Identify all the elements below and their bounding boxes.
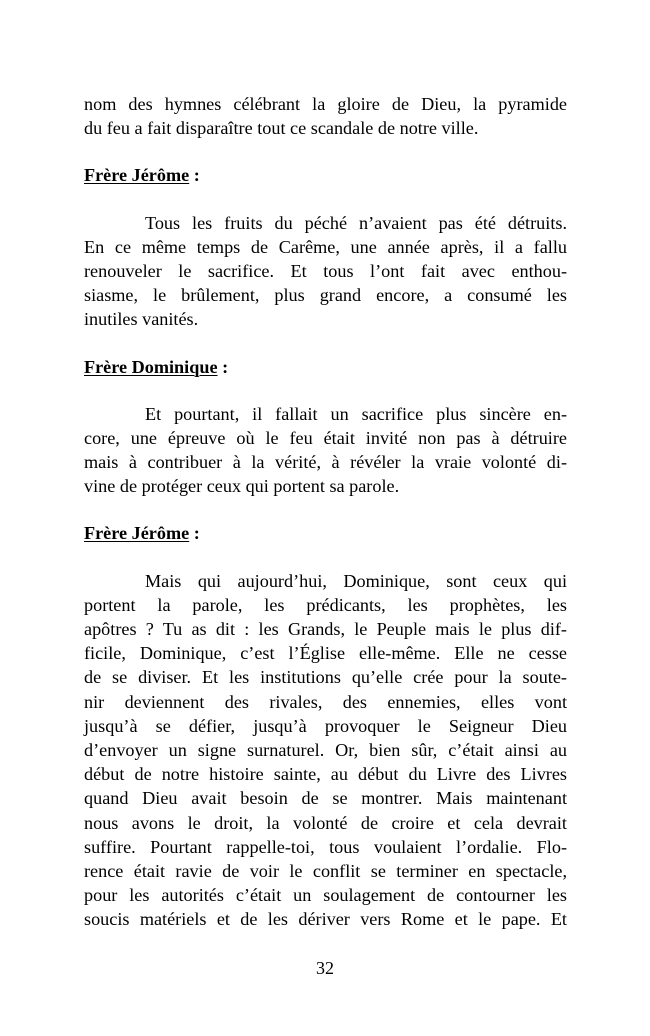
spacer xyxy=(84,140,567,163)
page-body xyxy=(84,92,567,931)
speaker-heading xyxy=(84,521,567,545)
text-line: soucis matériels et de les dériver vers Rome et le pape. Et xyxy=(84,909,567,930)
text-line: portent la parole, les prédicants, les prophètes, les xyxy=(84,594,567,615)
text-line: jusqu’à se défier, jusqu’à provoquer le Seigneur Dieu xyxy=(84,715,567,736)
text-line: début de notre histoire sainte, au début du Livre des Livres xyxy=(84,764,567,785)
text-line: suffire. Pourtant rappelle-toi, tous voulaient l’ordalie. Flo- xyxy=(84,836,567,857)
text-line: du feu a fait disparaître tout ce scandale de notre ville. xyxy=(84,118,479,139)
text-line: Et pourtant, il fallait un sacrifice plus sincère en- xyxy=(145,403,567,424)
speaker-heading xyxy=(84,355,567,379)
speaker-colon: : xyxy=(189,165,200,186)
text-line: rence était ravie de voir le conflit se terminer en spectacle, xyxy=(84,860,567,881)
paragraph xyxy=(84,569,567,932)
text-line: ficile, Dominique, c’est l’Église elle-même. Elle ne cesse xyxy=(84,643,567,664)
paragraph xyxy=(84,92,567,140)
spacer xyxy=(84,546,567,569)
spacer xyxy=(84,332,567,355)
text-line: vine de protéger ceux qui portent sa parole. xyxy=(84,476,400,497)
text-line: Mais qui aujourd’hui, Dominique, sont ceux qui xyxy=(145,570,567,591)
text-line: mais à contribuer à la vérité, à révéler la vraie volonté di- xyxy=(84,452,567,473)
text-line: Tous les fruits du péché n’avaient pas été détruits. xyxy=(145,212,567,233)
text-line: siasme, le brûlement, plus grand encore, a consumé les xyxy=(84,285,567,306)
text-line: nir deviennent des rivales, des ennemies, elles vont xyxy=(84,691,567,712)
text-line: nom des hymnes célébrant la gloire de Dieu, la pyramide xyxy=(84,94,567,114)
text-line: d’envoyer un signe surnaturel. Or, bien sûr, c’était ainsi au xyxy=(84,739,567,760)
spacer xyxy=(84,498,567,521)
text-line: core, une épreuve où le feu était invité non pas à détruire xyxy=(84,427,567,448)
spacer xyxy=(84,188,567,211)
text-line: quand Dieu avait besoin de se montrer. Mais maintenant xyxy=(84,788,567,809)
text-line: renouveler le sacrifice. Et tous l’ont fait avec enthou- xyxy=(84,260,567,281)
text-line: nous avons le droit, la volonté de croire et cela devrait xyxy=(84,812,567,833)
text-line: de se diviser. Et les institutions qu’elle crée pour la soute- xyxy=(84,667,567,688)
speaker-name: Frère Dominique xyxy=(84,356,218,377)
text-line: pour les autorités c’était un soulagement de contourner les xyxy=(84,885,567,906)
speaker-heading xyxy=(84,163,567,187)
paragraph xyxy=(84,402,567,499)
speaker-colon: : xyxy=(217,356,229,377)
text-line: inutiles vanités. xyxy=(84,309,199,330)
speaker-name: Frère Jérôme xyxy=(84,523,190,544)
page-number: 32 xyxy=(316,958,334,978)
paragraph xyxy=(84,211,567,332)
text-line: En ce même temps de Carême, une année après, il a fallu xyxy=(84,236,567,257)
speaker-name: Frère Jérôme xyxy=(84,165,190,186)
text-line: apôtres ? Tu as dit : les Grands, le Peuple mais le plus dif- xyxy=(84,619,567,639)
spacer xyxy=(84,379,567,402)
speaker-colon: : xyxy=(189,523,200,544)
